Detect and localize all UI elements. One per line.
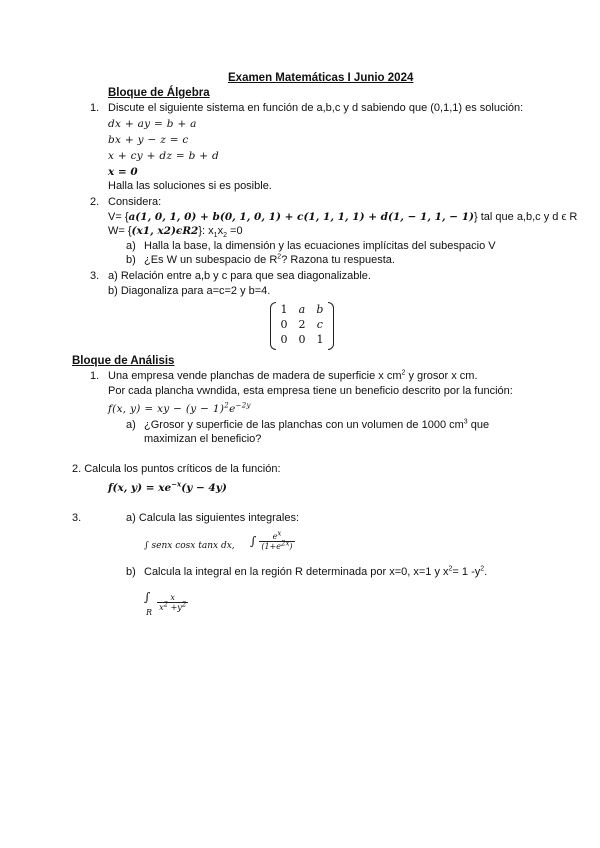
integral-2-sign: ∫ bbox=[250, 533, 257, 548]
q1a-sup: 3 bbox=[463, 418, 468, 426]
matrix-cell: 0 bbox=[298, 333, 306, 346]
benefit-function bbox=[108, 403, 251, 416]
f-e: e bbox=[229, 403, 236, 415]
v-suffix: } tal que a,b,c y d ϵ R bbox=[474, 211, 578, 223]
f-exp1: 2 bbox=[224, 401, 230, 410]
int3-den-pre: x bbox=[159, 603, 164, 612]
analisis-q1a-line1 bbox=[144, 419, 489, 432]
q1-line1-sup: 2 bbox=[401, 369, 406, 377]
algebra-q2a-text: Halla la base, la dimensión y las ecuaciones implícitas del subespacio V bbox=[144, 240, 496, 252]
critical-points-function bbox=[108, 479, 227, 495]
analisis-q3b-text bbox=[144, 566, 487, 579]
q3b-sup1: 2 bbox=[448, 565, 453, 573]
algebra-q3b-text: b) Diagonaliza para a=c=2 y b=4. bbox=[108, 285, 271, 297]
analisis-q1a-label: a) bbox=[126, 419, 136, 431]
algebra-q3a-text: a) Relación entre a,b y c para que sea diagonalizable. bbox=[108, 270, 371, 282]
analisis-q1-line2: Por cada plancha vwndida, esta empresa tiene un beneficio descrito por la función: bbox=[108, 385, 513, 397]
algebra-q2a-label: a) bbox=[126, 240, 136, 252]
algebra-q1-text: Discute el siguiente sistema en función de a,b,c y d sabiendo que (0,1,1) es solución: bbox=[108, 102, 524, 114]
algebra-q3-number: 3. bbox=[90, 270, 100, 282]
q2-f-pre: f(x, y) = xe bbox=[108, 482, 172, 494]
q3b-post: . bbox=[484, 566, 488, 578]
algebra-heading: Bloque de Álgebra bbox=[108, 87, 210, 99]
integral-3-region: R bbox=[146, 608, 153, 617]
equation-2: bx + y − z = c bbox=[108, 134, 189, 146]
matrix-cell: 0 bbox=[280, 318, 288, 331]
v-math: a(1, 0, 1, 0) + b(0, 1, 0, 1) + c(1, 1, 1, 1) + d(1, − 1, 1, − 1) bbox=[128, 211, 474, 223]
subspace-v-definition bbox=[108, 211, 577, 224]
f-exp2: −2y bbox=[235, 401, 251, 410]
matrix-cell: 0 bbox=[280, 333, 288, 346]
algebra-q1-tail: Halla las soluciones si es posible. bbox=[108, 180, 272, 192]
q3b-pre: Calcula la integral en la región R determinada por x=0, x=1 y x bbox=[144, 566, 449, 578]
matrix-cell: 1 bbox=[280, 303, 288, 316]
analisis-q1-number: 1. bbox=[90, 370, 100, 382]
int2-num-sup: x bbox=[277, 529, 282, 538]
analisis-q3-number: 3. bbox=[72, 512, 82, 524]
integral-2 bbox=[250, 529, 295, 552]
matrix-cell: b bbox=[316, 303, 324, 316]
integral-3-sign: ∫ bbox=[144, 590, 151, 604]
w-end: =0 bbox=[226, 225, 243, 237]
q1-line1-post: y grosor x cm. bbox=[405, 370, 478, 382]
matrix bbox=[270, 302, 334, 350]
q2b-post: ? Razona tu respuesta. bbox=[281, 254, 395, 266]
integral-3 bbox=[144, 588, 188, 618]
integral-2-fraction bbox=[259, 529, 294, 552]
integral-3-denominator bbox=[157, 600, 188, 613]
q2b-pre: ¿Es W un subespacio de R bbox=[144, 254, 278, 266]
q2-f-exp: −x bbox=[171, 479, 182, 489]
equation-4: x = 0 bbox=[108, 166, 138, 178]
int2-den-post: ) bbox=[289, 542, 293, 551]
algebra-q2-text: Considera: bbox=[108, 196, 162, 208]
algebra-q2-number: 2. bbox=[90, 196, 100, 208]
integral-2-denominator bbox=[259, 539, 294, 552]
w-math: (x1, x2)ϵR2 bbox=[131, 225, 199, 237]
w-sub1: 1 bbox=[213, 232, 218, 240]
algebra-q2b-label: b) bbox=[126, 254, 136, 266]
analisis-q3a-text: a) Calcula las siguientes integrales: bbox=[126, 512, 300, 524]
analisis-q1-line1 bbox=[108, 370, 478, 383]
matrix-cell: a bbox=[298, 303, 306, 316]
int3-num: x bbox=[157, 593, 188, 603]
analisis-q1a-line2: maximizan el beneficio? bbox=[144, 433, 262, 445]
matrix-cell: 1 bbox=[316, 333, 324, 346]
matrix-cell: c bbox=[316, 318, 324, 331]
algebra-q2b-text bbox=[144, 254, 395, 267]
analisis-q2-text: 2. Calcula los puntos críticos de la función: bbox=[72, 463, 281, 475]
q2b-sup: 2 bbox=[277, 253, 282, 261]
algebra-q1-number: 1. bbox=[90, 102, 100, 114]
int2-den-pre: (1+e bbox=[261, 542, 281, 551]
analisis-heading: Bloque de Análisis bbox=[72, 355, 175, 367]
w-prefix: W= { bbox=[108, 225, 132, 237]
q3b-sup2: 2 bbox=[480, 565, 485, 573]
integral-3-fraction bbox=[157, 593, 188, 613]
int2-num: e bbox=[272, 532, 278, 541]
integral-3-sign-block bbox=[144, 588, 154, 618]
equation-3: x + cy + dz = b + d bbox=[108, 150, 220, 162]
equation-1: dx + ay = b + a bbox=[108, 118, 197, 130]
int3-den-sup2: 2 bbox=[181, 600, 187, 609]
f-main: f(x, y) = xy − (y − 1) bbox=[108, 403, 225, 415]
q3b-mid: = 1 -y bbox=[452, 566, 481, 578]
subspace-w-definition bbox=[108, 225, 243, 238]
q1a-post: que bbox=[467, 419, 490, 431]
q1a-pre: ¿Grosor y superficie de las planchas con un volumen de 1000 cm bbox=[144, 419, 464, 431]
int2-den-sup: 2x bbox=[280, 539, 290, 548]
w-suffix: }: x bbox=[198, 225, 214, 237]
integral-1: ∫ senx cosx tanx dx, bbox=[144, 541, 235, 551]
q2-f-post: (y − 4y) bbox=[181, 482, 227, 494]
v-prefix: V= { bbox=[108, 211, 129, 223]
analisis-q3b-label: b) bbox=[126, 566, 136, 578]
w-sub2: 2 bbox=[223, 232, 227, 240]
page-title: Examen Matemáticas I Junio 2024 bbox=[228, 72, 414, 84]
int3-den-mid: +y bbox=[168, 603, 182, 612]
q1-line1-pre: Una empresa vende planchas de madera de superficie x cm bbox=[108, 370, 402, 382]
matrix-cell: 2 bbox=[298, 318, 306, 331]
w-x2: x bbox=[217, 225, 224, 237]
int3-den-sup1: 2 bbox=[163, 600, 169, 609]
